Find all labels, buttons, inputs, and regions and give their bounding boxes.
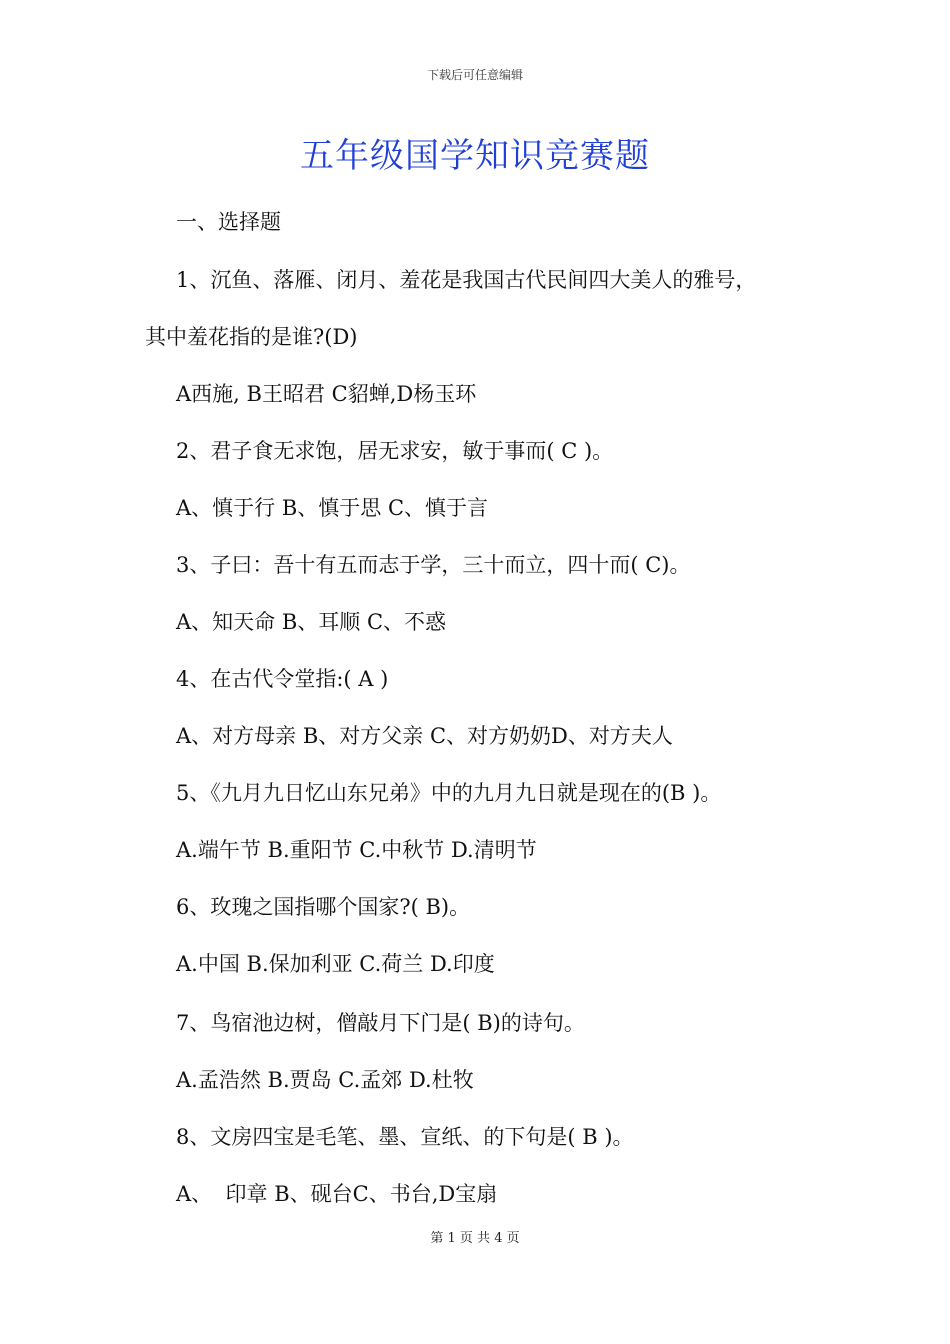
options-3: A、知天命 B、耳顺 C、不惑 <box>176 610 447 634</box>
options-4: A、对方母亲 B、对方父亲 C、对方奶奶D、对方夫人 <box>176 724 673 748</box>
options-8: A、 印章 B、砚台C、书台,D宝扇 <box>176 1182 498 1206</box>
page-header: 下载后可任意编辑 <box>426 68 523 82</box>
options-2: A、慎于行 B、慎于思 C、慎于言 <box>176 496 489 520</box>
page-footer: 第 1 页 共 4 页 <box>430 1231 520 1246</box>
options-6: A.中国 B.保加利亚 C.荷兰 D.印度 <box>176 952 495 976</box>
question-7: 7、鸟宿池边树，僧敲月下门是( B)的诗句。 <box>176 1011 585 1035</box>
section-heading: 一、选择题 <box>176 210 281 234</box>
options-7: A.孟浩然 B.贾岛 C.孟郊 D.杜牧 <box>176 1068 474 1092</box>
question-4: 4、在古代令堂指:( A ) <box>176 667 389 691</box>
question-5: 5、《九月九日忆山东兄弟》中的九月九日就是现在的(B )。 <box>176 781 722 805</box>
question-2: 2、君子食无求饱，居无求安，敏于事而( C )。 <box>176 439 614 463</box>
question-8: 8、文房四宝是毛笔、墨、宣纸、的下句是( B )。 <box>176 1125 634 1149</box>
question-6: 6、玫瑰之国指哪个国家?( B)。 <box>176 895 471 919</box>
document-title: 五年级国学知识竞赛题 <box>300 136 650 176</box>
question-1: 1、沉鱼、落雁、闭月、羞花是我国古代民间四大美人的雅号， <box>176 268 757 292</box>
options-5: A.端午节 B.重阳节 C.中秋节 D.清明节 <box>176 838 537 862</box>
question-3: 3、子曰：吾十有五而志于学，三十而立，四十而( C)。 <box>176 553 691 577</box>
options-1: A西施, B王昭君 C貂蝉,D杨玉环 <box>176 382 477 406</box>
question-1-continued: 其中羞花指的是谁?(D) <box>145 325 358 349</box>
